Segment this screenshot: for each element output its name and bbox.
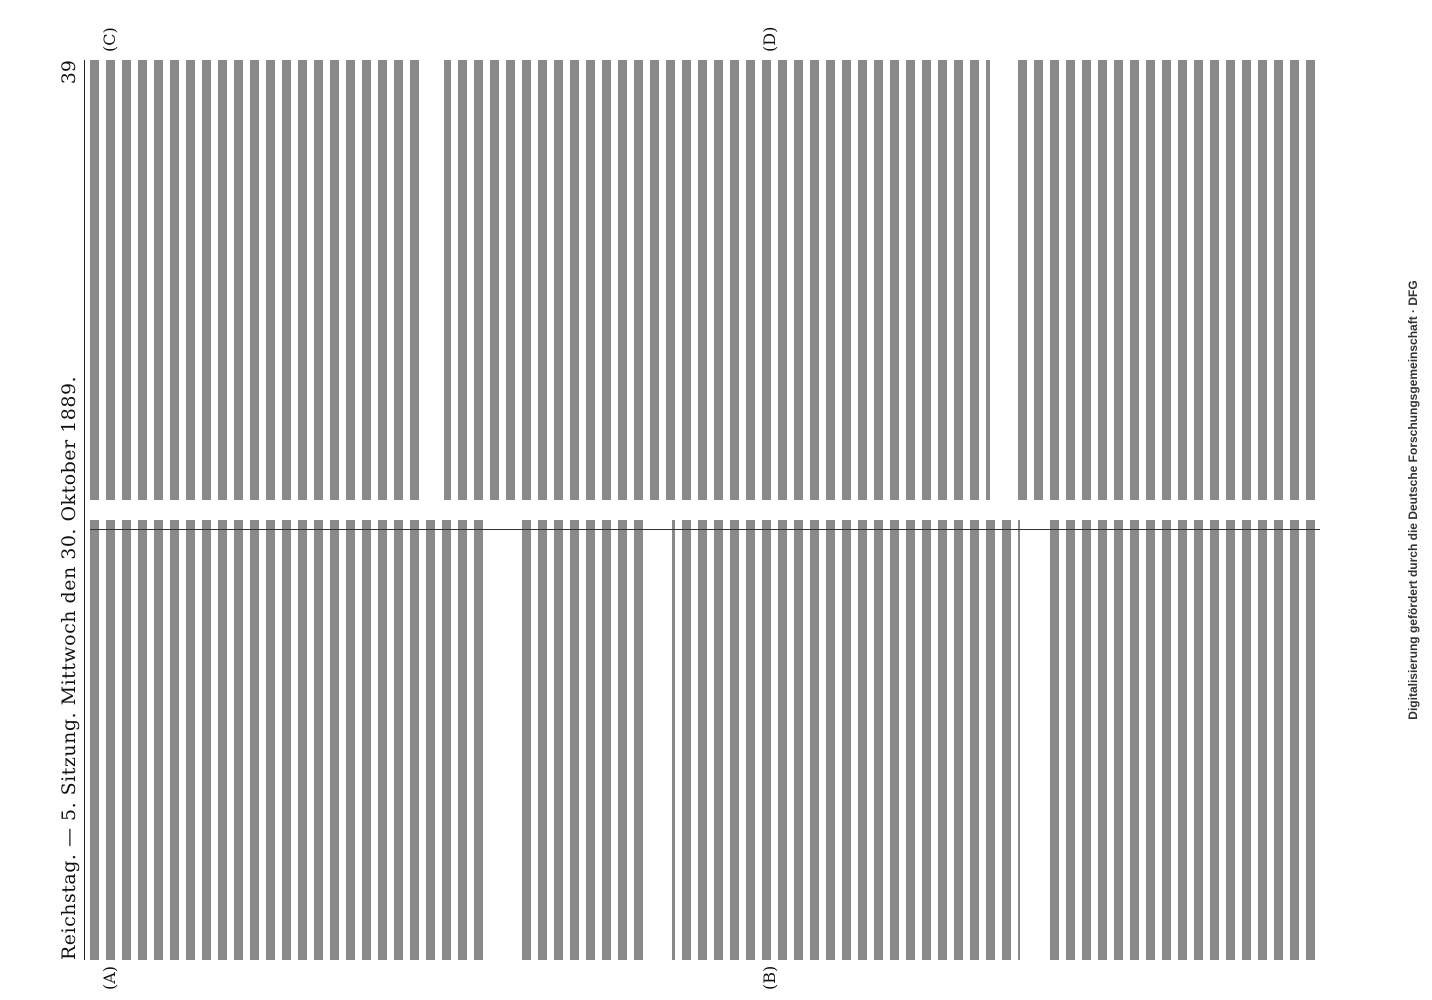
paragraph-break	[420, 60, 444, 500]
header-title: Reichstag. — 5. Sitzung. Mittwoch den 30. Oktober 1889.	[58, 375, 80, 960]
column-text-lines	[90, 520, 1320, 960]
column-marker-a: (A)	[100, 965, 119, 990]
column-marker-c: (C)	[100, 27, 119, 52]
digitization-credit	[1400, 0, 1426, 1000]
text-column-left	[90, 520, 1320, 960]
column-marker-d: (D)	[760, 26, 779, 52]
column-divider	[90, 529, 1320, 530]
page-number: 39	[58, 60, 80, 85]
column-marker-b: (B)	[760, 965, 779, 990]
paragraph-break	[990, 60, 1014, 500]
paragraph-break	[650, 520, 672, 960]
page-header	[50, 60, 85, 960]
column-text-lines	[90, 60, 1320, 500]
dfg-credit-text: Digitalisierung gefördert durch die Deutsche Forschungsgemeinschaft · DFG	[1406, 280, 1420, 720]
paragraph-break	[1020, 520, 1046, 960]
paragraph-break	[490, 520, 520, 960]
text-column-right	[90, 60, 1320, 500]
